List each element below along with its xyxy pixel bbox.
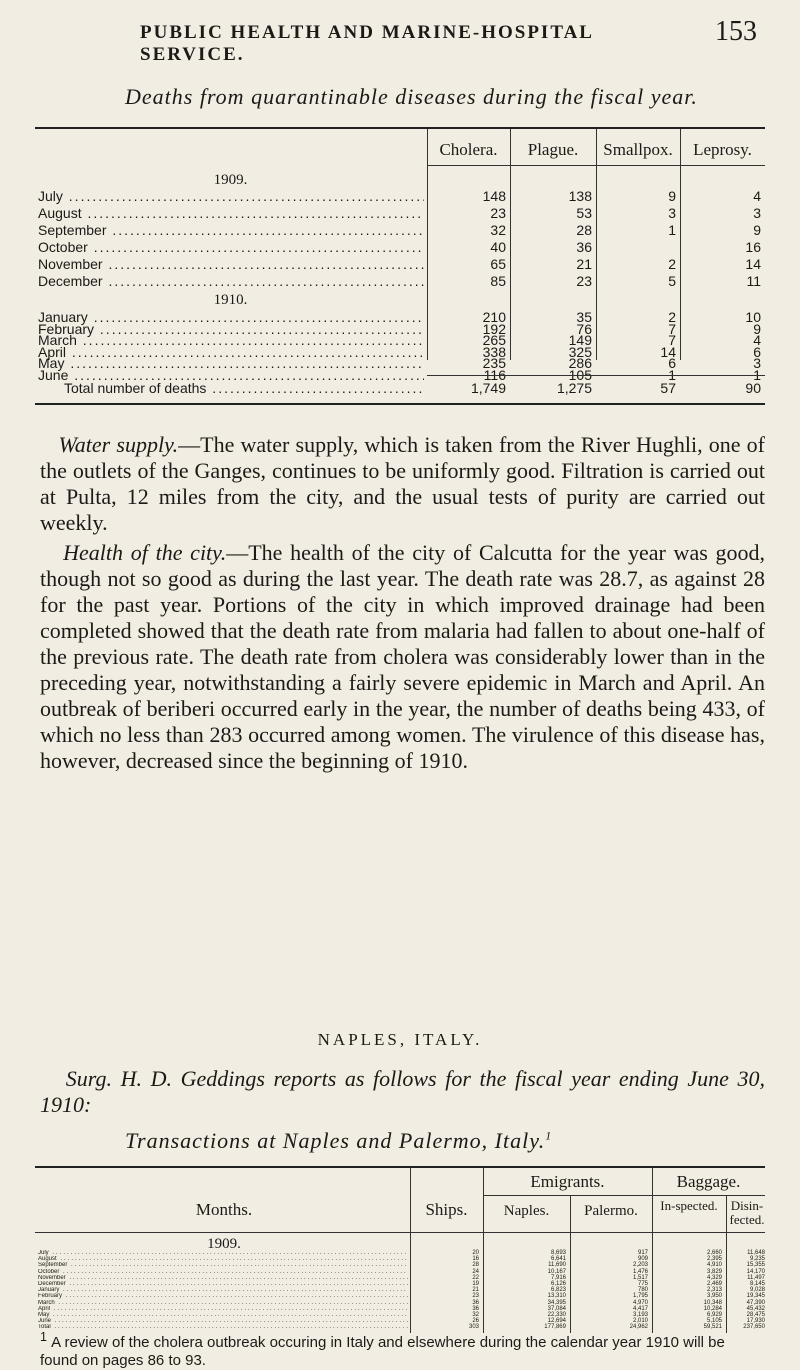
table2-cell: 3,829 [706,1268,722,1275]
month-label: April ..... [38,344,424,360]
table1-bottom-rule [35,403,765,405]
table1-cell: 192 [482,320,506,337]
table1-row [0,222,800,238]
col-plague: Plague. [527,140,579,159]
col-disinfected: Disin-fected. [729,1198,765,1227]
month-label: January ..... [38,309,424,325]
table1-cell: 5 [668,273,676,289]
table2-cell: 22 [472,1274,479,1281]
table2-cell: 4,329 [706,1274,722,1281]
col-emigrants: Emigrants. [530,1172,605,1191]
month-label: April ..... [38,1306,408,1312]
col-smallpox: Smallpox. [603,140,673,159]
table2-row [0,1318,800,1324]
table1-cell: 7 [668,320,676,337]
running-head: PUBLIC HEALTH AND MARINE-HOSPITAL SERVICE. [140,22,593,65]
table2-row [0,1262,800,1268]
table1-cell: 14 [745,256,761,272]
col-leprosy: Leprosy. [693,140,752,159]
month-label: September ..... [38,1262,408,1268]
col-naples: Naples. [503,1203,550,1219]
col-baggage: Baggage. [676,1172,741,1191]
month-label: November ..... [38,256,424,272]
table2-cell: 775 [637,1281,648,1287]
table2-cell: 177,869 [544,1324,566,1331]
table2-cell: 9,028 [749,1287,765,1294]
table1-cell: 3 [753,355,761,371]
table2-cell: 2,660 [706,1250,722,1256]
col-months: Months. [195,1200,253,1219]
health-text: —The health of the city of Calcutta for the year was good, though not so good as during the last year. The death rate was 28.7, as against 28 for the past year. Portions of the city in which improved drainage had been completed showed that the death rate from malaria had fallen to about one-half of the previous rate. The death rate from cholera was considerably lower than in the preceding year, notwithstanding a fairly severe epidemic in March and April. An outbreak of beriberi occurred early in the year, the number of deaths being 433, of which no less than 283 occurred among women. The virulence of this disease has, however, decreased since the beginning of 1910. [40,540,765,773]
table2-cell: 780 [637,1287,648,1294]
table1-cell: 7 [668,332,676,348]
month-label: November ..... [38,1275,408,1281]
month-label: July ..... [38,188,424,204]
table1-cell: 148 [482,188,506,204]
table2-caption [125,1128,552,1154]
table1-caption: Deaths from quarantinable diseases during the fiscal year. [125,84,698,109]
table2-row [0,1293,800,1299]
table1-cell: 21 [576,256,592,272]
month-label: May ..... [38,1312,408,1318]
table1-cell: 28 [576,222,592,238]
table1-cell: 40 [490,239,506,255]
table2-cell: 11,690 [548,1262,566,1269]
table2-cell: 32 [472,1312,479,1318]
table2-cell: 3,950 [706,1293,722,1300]
month-label: March ..... [38,1300,408,1306]
month-label: August ..... [38,1256,408,1262]
table2-cell: 303 [468,1324,479,1331]
table1-cell: 4 [753,332,761,348]
table2-row [0,1256,800,1262]
table2-cell: 28 [472,1262,479,1269]
table1-cell: 265 [482,332,506,348]
total-cholera: 1,749 [470,380,506,396]
table1-cell: 65 [490,256,506,272]
table2-cell: 6,823 [550,1287,566,1294]
table2-caption-text: Transactions at Naples and Palermo, Italy. [125,1128,546,1153]
table1-cell: 53 [576,205,592,221]
table2-cell: 59,521 [703,1324,722,1331]
month-label: October ..... [38,1269,408,1275]
table2-cell: 28,475 [746,1312,765,1318]
table1-year-1909: 1909. [213,172,248,188]
table2-group-rule [483,1195,765,1196]
footnote-mark: 1 [40,1330,47,1344]
table1-row [0,273,800,289]
table1-cell: 14 [660,343,676,360]
table2-cell: 24 [472,1268,479,1275]
table2-cell: 12,694 [547,1318,566,1325]
table1-total-row [0,380,800,396]
table1-cell: 35 [576,309,592,325]
table2-cell: 24,962 [629,1324,648,1331]
table1-cell: 32 [490,222,506,238]
table2-row [0,1281,800,1287]
table2-cell: 45,432 [746,1305,765,1312]
month-label: June ..... [38,367,424,383]
page-number: 153 [715,16,757,47]
table2-row [0,1250,800,1256]
col-inspected: In-spected. [660,1198,718,1213]
table2-row [0,1312,800,1318]
col-cholera: Cholera. [439,140,498,159]
month-label: January ..... [38,1287,408,1293]
table2-row [0,1269,800,1275]
month-label: May ..... [38,355,424,371]
total-leprosy: 90 [745,380,761,396]
water-supply-text: —The water supply, which is taken from the River Hughli, one of the outlets of the Ganges, continues to be uniformly good. Filtration is carried out at Pulta, 12 miles from the city, and the usual tests of purity are carried out weekly. [40,432,765,535]
surgeon-report-paragraph [40,1066,765,1118]
table1-header-rule [427,165,765,166]
table2-cell: 2,395 [706,1256,722,1263]
table1-cell: 325 [568,343,592,360]
table2-cell: 909 [637,1256,648,1263]
table2-cell: 21 [472,1287,479,1294]
table2-cell: 11,497 [747,1274,765,1281]
col-ships: Ships. [425,1200,468,1219]
table1-cell: 210 [482,309,506,325]
table2-cell: 22,330 [547,1312,566,1318]
table2-cell: 19 [472,1281,479,1287]
table2-cell: 19,345 [746,1293,765,1300]
table2-row [0,1287,800,1293]
table2-cell: 2,469 [706,1281,722,1287]
table1-year-1910: 1910. [213,292,248,308]
table2-cell: 20 [472,1250,479,1256]
table2-cell: 36 [472,1299,479,1306]
table2-year-1909: 1909. [207,1236,241,1252]
table2-cell: 36 [472,1305,479,1312]
col-palermo: Palermo. [584,1203,638,1219]
table2-cell: 26 [472,1318,479,1325]
table2-cell: 6,126 [550,1281,566,1287]
table2-cell: 4,910 [706,1262,722,1269]
table1-cell: 1 [668,366,676,383]
water-supply-title: Water supply. [58,432,179,457]
table2-header-rule [35,1232,765,1233]
table2-cell: 16 [472,1256,479,1263]
month-label: September ..... [38,222,424,238]
table1-cell: 2 [668,309,676,325]
table2-cell: 4,417 [632,1305,648,1312]
table1-cell: 6 [668,355,676,371]
table1-cell: 23 [576,273,592,289]
month-label: October ..... [38,239,424,255]
table2-cell: 15,355 [746,1262,765,1269]
water-supply-paragraph [40,432,765,536]
month-label: December ..... [38,1281,408,1287]
month-label: December ..... [38,273,424,289]
table2-row [0,1300,800,1306]
table2-cell: 10,348 [703,1299,722,1306]
section-title: NAPLES, ITALY. [317,1030,483,1049]
table1-cell: 85 [490,273,506,289]
table2-row [0,1306,800,1312]
table1-cell: 1 [753,366,761,383]
total-label: Total number of deaths ..... [38,380,424,396]
table2-cell: 10,284 [703,1305,722,1312]
table2-cell: 9,235 [749,1256,765,1263]
table1-cell: 23 [490,205,506,221]
footnote [40,1328,765,1370]
table1-cell: 76 [576,320,592,337]
table1-row [0,205,800,221]
table1-cell: 10 [745,309,761,325]
table2-cell: 3,193 [632,1312,648,1318]
table1-row [0,188,800,204]
table1-row [0,239,800,255]
table1-cell: 3 [668,205,676,221]
month-label: February ..... [38,1293,408,1299]
table1-cell: 116 [483,366,506,383]
table2-cell: 917 [637,1250,648,1256]
table1-cell: 235 [482,355,506,371]
table2-cell: 17,930 [746,1318,765,1325]
health-title: Health of the city. [63,540,227,565]
month-label: August ..... [38,205,424,221]
table1-cell: 36 [576,239,592,255]
table2-cell: 1,795 [632,1293,648,1300]
total-plague: 1,275 [556,380,592,396]
month-label: March ..... [38,332,424,348]
table1-cell: 2 [668,256,676,272]
month-label: July ..... [38,1250,408,1256]
table2-cell: 5,105 [706,1318,722,1325]
table2-cell: 6,929 [706,1312,722,1318]
table2-cell: 13,310 [547,1293,566,1300]
table1-row [0,256,800,272]
table2-cell: 4,970 [632,1299,648,1306]
total-smallpox: 57 [660,380,676,396]
table1-cell: 286 [568,355,592,371]
table1-cell: 1 [668,222,676,238]
table2-cell: 7,916 [550,1274,566,1281]
table2-cell: 11,648 [747,1250,765,1256]
table2-cell: 8,693 [550,1250,566,1256]
table1-cell: 9 [668,188,676,204]
table1-cell: 138 [568,188,592,204]
footnote-text: A review of the cholera outbreak occuring in Italy and elsewhere during the calendar year 1910 will be found on pages 86 to 93. [40,1334,725,1369]
table1-top-rule [35,127,765,129]
table2-cell: 10,167 [547,1268,566,1275]
table1-cell: 4 [753,188,761,204]
table2-cell: 37,084 [547,1305,566,1312]
table2-cell: 1,476 [632,1268,648,1275]
table2-top-rule [35,1166,765,1168]
surgeon-report-text: Surg. H. D. Geddings reports as follows for the fiscal year ending June 30, 1910: [40,1066,766,1117]
month-label: February ..... [38,321,424,337]
table1-cell: 9 [753,320,761,337]
table2-cell: 8,145 [749,1281,765,1287]
table1-cell: 6 [753,343,761,360]
table1-cell: 149 [568,332,592,348]
table2-cell: 6,641 [550,1256,566,1263]
table1-cell: 16 [745,239,761,255]
table2-cell: 34,395 [547,1299,566,1306]
table1-cell: 3 [753,205,761,221]
caption-footnote-mark: 1 [545,1128,553,1143]
health-paragraph [40,540,765,774]
table2-cell: 23 [472,1293,479,1300]
table2-cell: 47,390 [746,1299,765,1306]
table1-cell: 338 [482,343,506,360]
table1-cell: 105 [568,366,592,383]
table1-cell: 11 [746,273,761,289]
table2-cell: 2,203 [632,1262,648,1269]
total-label: Total ..... [38,1324,408,1330]
table1-total-rule [427,375,765,376]
table2-cell: 1,517 [632,1274,648,1281]
table2-cell: 2,313 [706,1287,722,1294]
table2-cell: 14,170 [746,1268,765,1275]
table1-cell: 9 [753,222,761,238]
month-label: June ..... [38,1318,408,1324]
table2-row [0,1275,800,1281]
table2-cell: 237,650 [743,1324,765,1331]
table2-cell: 2,010 [632,1318,648,1325]
